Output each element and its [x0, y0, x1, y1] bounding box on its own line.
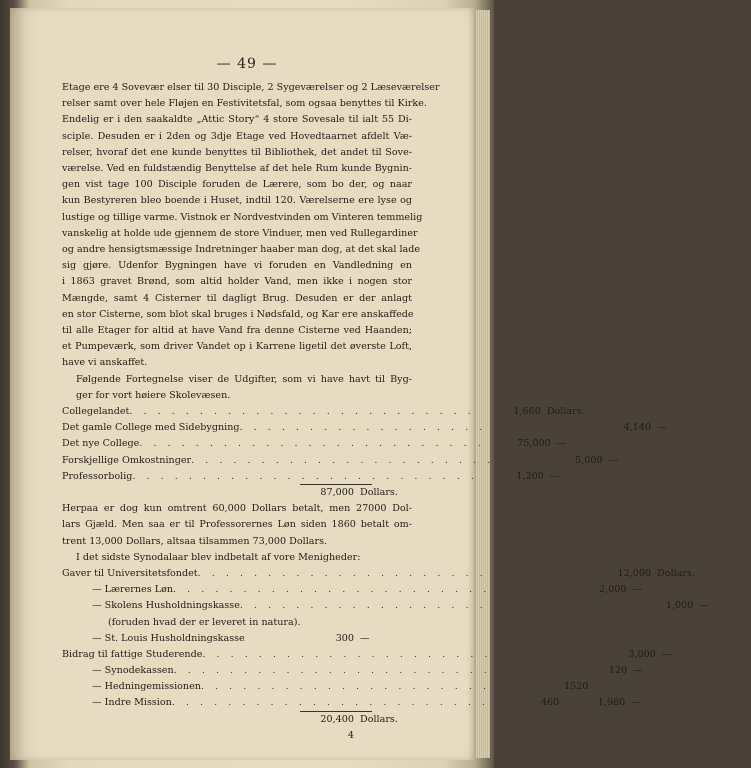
leader-dots: . . . . . . . . . . . . . . . . . . . . . . . . .: [173, 665, 520, 677]
contribution-currency: —: [661, 648, 672, 660]
paragraph-debt: [62, 501, 412, 550]
text-line: have vi anskaffet.: [62, 357, 148, 369]
leader-dots: . . . . . . . . . . . . . . . . . . . . . . . . .: [129, 406, 475, 418]
text-line: en stor Cisterne, som blot skal bruges i Nødsfald, og Kar ere anskaffede: [62, 308, 414, 320]
contribution-subamount: 460: [540, 697, 560, 709]
expense-amount: 1,200: [516, 470, 544, 482]
paragraph-synodal-intro: [62, 550, 412, 566]
contribution-amount: 2,000: [599, 584, 627, 596]
contribution-currency: —: [632, 584, 643, 596]
text-line: ger for vort høiere Skolevæsen.: [76, 389, 231, 401]
page-edges: [476, 10, 490, 758]
leader-dots: . . . . . . . . . . . . . . . . . . . . . . . . .: [191, 454, 537, 466]
contribution-amount: 1,000: [665, 600, 694, 612]
leader-dots: . . . . . . . . . . . . . . . . . . . . . . . . .: [239, 600, 586, 612]
leader-dots: . . . . . . . . . . . . . . . . . . . . . . . . .: [197, 567, 544, 579]
contribution-amount: 12,000: [617, 567, 652, 579]
contribution-currency: —: [360, 632, 370, 644]
expense-amount: 1,660: [513, 406, 541, 418]
expense-row: [62, 436, 567, 452]
leader-dots: . . . . . . . . . . . . . . . . . . . . . . . . .: [132, 470, 478, 482]
contributions-table: [62, 566, 709, 712]
text-line: vanskelig at holde ude gjennem de store Vinduer, men ved Rullegardiner: [62, 227, 418, 239]
text-line: lars Gjæld. Men saa er til Professorernes Løn siden 1860 betalt om-: [62, 519, 412, 531]
text-line: Mængde, samt 4 Cisterner til dagligt Brug. Desuden er der anlagt: [62, 292, 412, 304]
expense-currency: Dollars.: [546, 406, 585, 418]
text-line: i 1863 gravet Brønd, som altid holder Vand, men ikke i nogen stor: [62, 276, 412, 288]
contribution-label: — Hedningemissionen: [92, 681, 201, 693]
text-line: relser, hvoraf det ene kunde benyttes til Bibliothek, det andet til Sove-: [62, 146, 412, 158]
expense-amount: 4,140: [623, 422, 651, 434]
text-line: relser samt over hele Fløjen en Festivitetsfal, som ogsaa benyttes til Kirke.: [62, 98, 427, 110]
contribution-label: Bidrag til fattige Studerende: [62, 648, 203, 660]
expense-currency: —: [656, 422, 667, 434]
leader-dots: [245, 631, 246, 647]
contribution-label: — Indre Mission: [92, 697, 172, 709]
contributions-total-currency: Dollars.: [360, 713, 398, 725]
contribution-label: — Skolens Husholdningskasse: [92, 600, 240, 612]
synodal-intro-text: I det sidste Synodalaar blev indbetalt af vore Menigheder:: [76, 551, 361, 563]
text-line: gen vist tage 100 Disciple foruden de Lærere, som bo der, og naar: [62, 179, 412, 191]
expense-currency: —: [549, 470, 560, 482]
expense-label: Professorbolig: [62, 470, 133, 482]
contribution-row: [62, 631, 412, 647]
contribution-label: — St. Louis Husholdningskasse: [92, 632, 245, 644]
contribution-currency: —: [633, 665, 643, 677]
contribution-row: [62, 566, 695, 582]
leader-dots: . . . . . . . . . . . . . . . . . . . . . . . . .: [202, 648, 548, 660]
contribution-amount: 3,000: [628, 648, 656, 660]
text-line: Endelig er i den saakaldte „Attic Story“ 4 store Sovesale til ialt 55 Di-: [62, 114, 412, 126]
text-line: et Pumpeværk, som driver Vandet op i Karrene ligetil det øverste Loft,: [62, 341, 412, 353]
expense-amount: 75,000: [517, 438, 551, 450]
leader-dots: . . . . . . . . . . . . . . . . . . . . . . . . .: [171, 697, 518, 709]
text-line: sciple. Desuden er i 2den og 3dje Etage ved Hovedtaarnet afdelt Væ-: [62, 130, 412, 142]
contribution-amount: 300: [335, 632, 354, 644]
contribution-currency: Dollars.: [657, 567, 695, 579]
expense-currency: —: [608, 454, 619, 466]
paragraph-expenses-intro: [62, 372, 412, 404]
expenses-total-row: [62, 485, 412, 501]
contribution-row: [62, 695, 641, 711]
contribution-label: (foruden hvad der er leveret in natura).: [108, 616, 301, 628]
expenses-table: [62, 404, 667, 485]
contribution-amount: 1,980: [597, 697, 626, 709]
leader-dots: . . . . . . . . . . . . . . . . . . . . . . . . .: [173, 584, 519, 596]
contribution-row: [62, 647, 672, 663]
contribution-row: [62, 679, 589, 695]
contributions-total-row: [62, 712, 412, 728]
contribution-row: [62, 663, 643, 679]
contribution-label: — Lærernes Løn: [92, 584, 174, 596]
expense-label: Collegelandet: [62, 406, 130, 418]
page-content: [62, 80, 709, 744]
expense-label: Det nye College: [62, 438, 140, 450]
contributions-total-amount: 20,400: [320, 713, 354, 725]
expense-currency: —: [556, 438, 567, 450]
text-line: værelse. Ved en fuldstændig Benyttelse af det hele Rum kunde Bygnin-: [62, 163, 412, 175]
leader-dots: . . . . . . . . . . . . . . . . . . . . . . . . .: [239, 422, 585, 434]
text-line: kun Bestyreren bleo boende i Huset, indtil 120. Værelserne ere lyse og: [62, 195, 412, 207]
signature-mark: 4: [347, 729, 354, 741]
text-line: til alle Etager for altid at have Vand fra denne Cisterne ved Haanden;: [62, 325, 412, 337]
text-line: Følgende Fortegnelse viser de Udgifter, som vi have havt til Byg-: [76, 373, 412, 385]
page-number: — 49 —: [216, 56, 278, 72]
contribution-row: [62, 582, 643, 598]
expense-label: Det gamle College med Sidebygning: [62, 422, 240, 434]
expense-row: [62, 453, 619, 469]
contribution-currency: —: [631, 697, 641, 709]
contribution-label: Gaver til Universitetsfondet: [62, 567, 198, 579]
text-line: og andre hensigtsmæssige Indretninger haaber man dog, at det skal lade: [62, 244, 421, 256]
contribution-row: [62, 598, 709, 614]
text-line: trent 13,000 Dollars, altsaa tilsammen 73,000 Dollars.: [62, 535, 328, 547]
contribution-subamount: 1520: [563, 681, 589, 693]
expenses-total-currency: Dollars.: [360, 487, 398, 498]
leader-dots: . . . . . . . . . . . . . . . . . . . . . . . . .: [200, 681, 547, 693]
expense-row: [62, 404, 585, 420]
text-line: Herpaa er dog kun omtrent 60,000 Dollars betalt, men 27000 Dol-: [62, 503, 412, 515]
expense-row: [62, 420, 667, 436]
contribution-currency: —: [699, 600, 709, 612]
contribution-label: — Synodekassen: [92, 665, 174, 677]
leader-dots: . . . . . . . . . . . . . . . . . . . . . . . . .: [139, 438, 485, 450]
text-line: lustige og tillige varme. Vistnok er Nordvestvinden om Vinteren temmelig: [62, 211, 423, 223]
expense-row: [62, 469, 560, 485]
contribution-amount: 120: [608, 665, 628, 677]
text-line: Etage ere 4 Sovevær elser til 30 Disciple, 2 Sygeværelser og 2 Læseværelser: [62, 82, 440, 93]
signature-row: [62, 728, 412, 744]
expense-label: Forskjellige Omkostninger: [62, 454, 192, 466]
text-line: sig gjøre. Udenfor Bygningen have vi foruden en Vandledning en: [62, 260, 412, 272]
expense-amount: 5,000: [575, 454, 603, 466]
paragraph-building: [62, 80, 440, 372]
expenses-total-amount: 87,000: [320, 487, 354, 498]
contribution-row: [62, 615, 412, 631]
